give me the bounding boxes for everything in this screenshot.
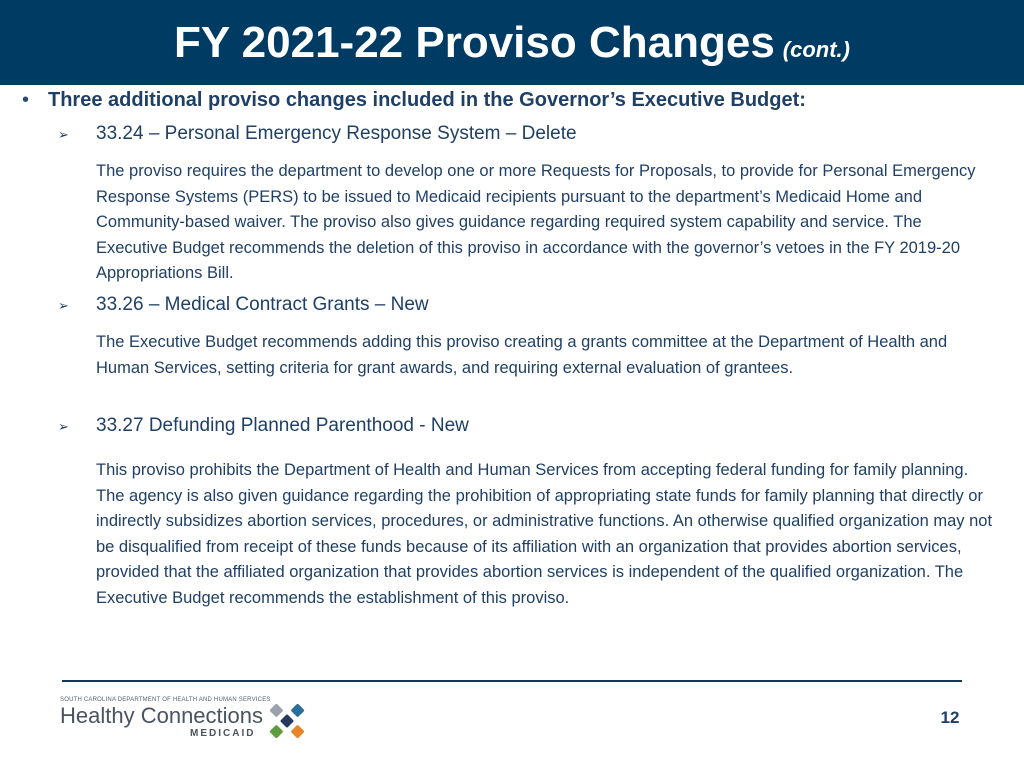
sub-item-body: This proviso prohibits the Department of Health and Human Services from accepting federal funding for family planning. The agency is also given guidance regarding the prohibition of appropriating state funds for family planning that directly or indirectly subsidizes abortion services, procedures, or administrative functions. An otherwise qualified organization may not be disqualified from receipt of these funds because of its affiliation with an organization that provides abortion services, provided that the affiliated organization that provides abortion services is independent of the qualified organization. The Executive Budget recommends the establishment of this proviso. — [96, 461, 993, 607]
sub-item-33-27 — [58, 415, 469, 437]
sub-item-body: The Executive Budget recommends adding this proviso creating a grants committee at the Department of Health and Human Services, setting criteria for grant awards, and requiring external evaluation of grantees. — [96, 333, 948, 377]
logo-agency-text: SOUTH CAROLINA DEPARTMENT OF HEALTH AND HUMAN SERVICES — [60, 697, 271, 703]
slide-title-suffix: (cont.) — [782, 36, 850, 62]
sub-item-heading: 33.27 Defunding Planned Parenthood - New — [96, 415, 469, 436]
main-bullet-text: Three additional proviso changes included in the Governor’s Executive Budget: — [48, 89, 806, 111]
sub-item-33-26 — [58, 294, 429, 316]
slide-title-main: FY 2021-22 Proviso Changes — [174, 17, 775, 67]
arrow-right-icon: ➢ — [58, 419, 69, 434]
footer-divider — [62, 680, 962, 682]
healthy-connections-logo — [60, 697, 310, 747]
page-number: 12 — [940, 708, 960, 727]
title-bar — [0, 0, 1024, 85]
sub-item-33-24 — [58, 123, 577, 145]
sub-item-body: The proviso requires the department to develop one or more Requests for Proposals, to provide for Personal Emergency Response Systems (PERS) to be issued to Medicaid recipients pursuant to the department’s Medicaid Home and Community-based waiver. The proviso also gives guidance regarding required system capability and service. The Executive Budget recommends the deletion of this proviso in accordance with the governor’s vetoes in the FY 2019-20 Appropriations Bill. — [96, 162, 976, 282]
logo-mark-icon — [265, 699, 309, 743]
slide-title — [174, 18, 850, 68]
bullet-dot-icon: • — [22, 89, 30, 111]
arrow-right-icon: ➢ — [58, 298, 69, 313]
main-bullet — [22, 89, 806, 112]
arrow-right-icon: ➢ — [58, 127, 69, 142]
logo-medicaid-text: MEDICAID — [190, 728, 256, 739]
sub-item-heading: 33.24 – Personal Emergency Response System – Delete — [96, 123, 577, 144]
sub-item-heading: 33.26 – Medical Contract Grants – New — [96, 294, 429, 315]
logo-name-text: Healthy Connections — [60, 703, 264, 728]
